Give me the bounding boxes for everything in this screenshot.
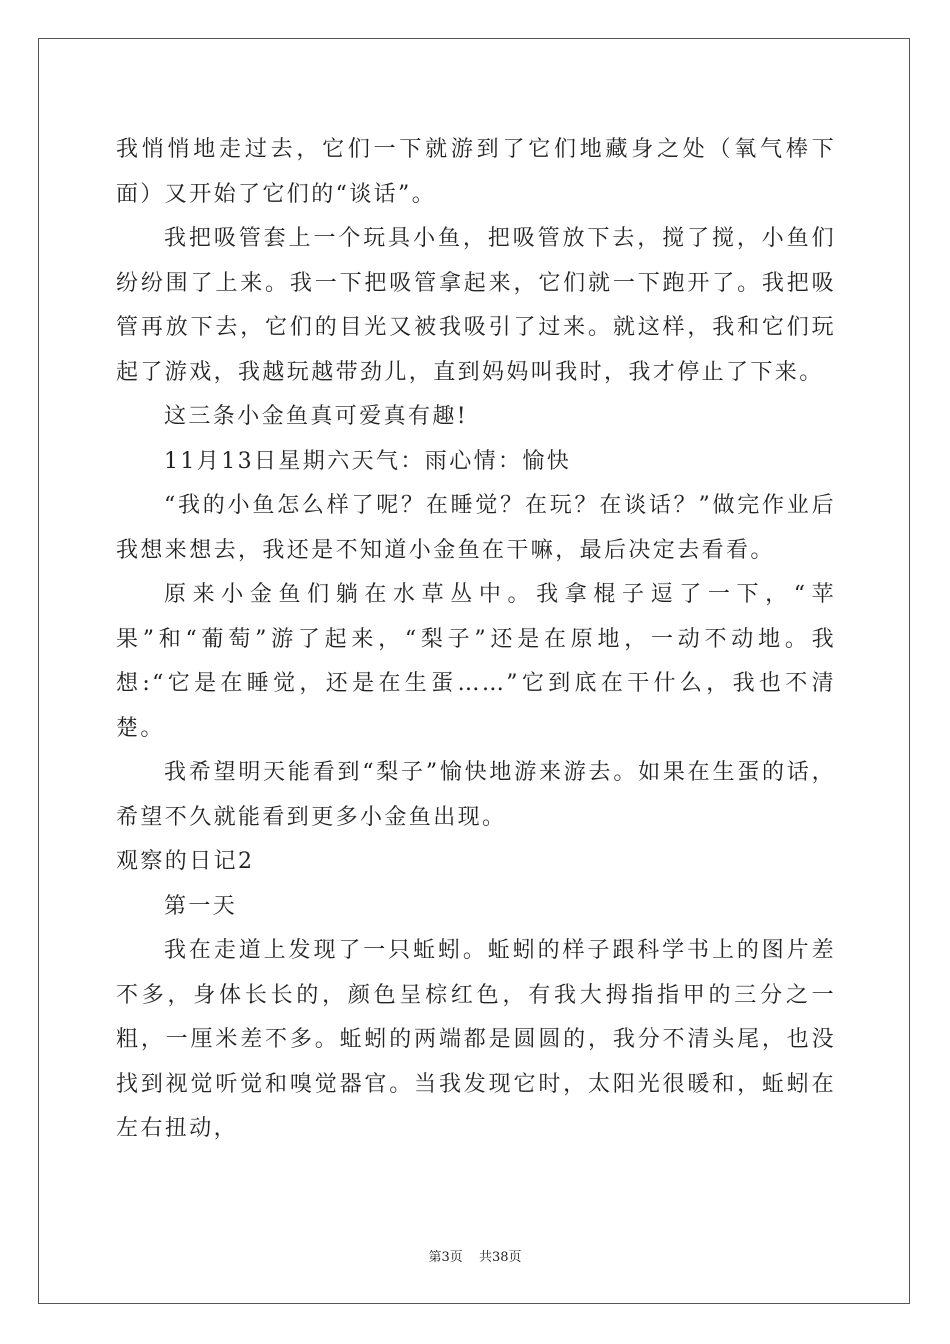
- paragraph: 原来小金鱼们躺在水草丛中。我拿棍子逗了一下，“苹果”和“葡萄”游了起来，“梨子”还是在原地，一动不动地。我想:“它是在睡觉，还是在生蛋……”它到底在干什么，我也不清楚。: [116, 582, 836, 741]
- paragraph: 这三条小金鱼真可爱真有趣!: [164, 404, 469, 429]
- document-body: [116, 128, 836, 1152]
- paragraph: 我在走道上发现了一只蚯蚓。蚯蚓的样子跟科学书上的图片差不多，身体长长的，颜色呈棕红色，有我大拇指指甲的三分之一粗，一厘米差不多。蚯蚓的两端都是圆圆的，我分不清头尾，也没找到视觉听觉和嗅觉器官。当我发现它时，太阳光很暖和，蚯蚓在左右扭动，: [116, 938, 836, 1141]
- section-heading: 观察的日记2: [116, 849, 255, 874]
- page-number: 第3页: [428, 1250, 463, 1265]
- paragraph: 我把吸管套上一个玩具小鱼，把吸管放下去，搅了搅，小鱼们纷纷围了上来。我一下把吸管拿起来，它们就一下跑开了。我把吸管再放下去，它们的目光又被我吸引了过来。就这样，我和它们玩起了游戏，我越玩越带劲儿，直到妈妈叫我时，我才停止了下来。: [116, 226, 836, 385]
- page-footer: [0, 1246, 950, 1265]
- paragraph: 我悄悄地走过去，它们一下就游到了它们地藏身之处（氧气棒下面）又开始了它们的“谈话”。: [116, 137, 836, 207]
- day-heading: 第一天: [164, 893, 238, 919]
- diary-date-line: 11月13日星期六天气：雨心情：愉快: [164, 448, 572, 474]
- paragraph: “我的小鱼怎么样了呢？在睡觉？在玩？在谈话？”做完作业后我想来想去，我还是不知道小金鱼在干嘛，最后决定去看看。: [116, 493, 836, 563]
- page-total: 共38页: [478, 1250, 522, 1265]
- paragraph: 我希望明天能看到“梨子”愉快地游来游去。如果在生蛋的话，希望不久就能看到更多小金鱼出现。: [116, 760, 836, 830]
